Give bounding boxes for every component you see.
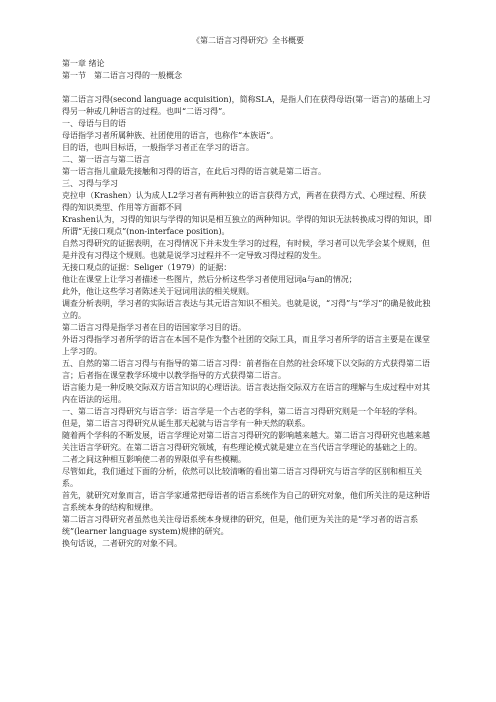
paragraph: 无接口观点的证据：Seliger（1979）的证据： <box>62 263 232 272</box>
paragraph: 他让在课堂上让学习者描述一些图片，然后分析这些学习者使用冠词a与an的情况； <box>62 275 357 284</box>
paragraph: 第一节 第二语言习得的一般概念 <box>62 71 182 80</box>
paragraph: 换句话说，二者研究的对象不同。 <box>62 539 182 548</box>
document-title: 《第二语言习得研究》全书概要 <box>192 36 304 45</box>
paragraph: 二者之间这种相互影响使二者的界限似乎有些模糊。 <box>62 455 246 464</box>
paragraph: 母语指学习者所属种族、社团使用的语言，也称作“本族语”。 <box>62 131 279 140</box>
paragraph: 首先，就研究对象而言，语言学家通常把母语者的语言系统作为自己的研究对象，他们所关注的是这种语言系统本身的结构和规律。 <box>62 491 430 512</box>
paragraph: 三、习得与学习 <box>62 179 118 188</box>
paragraph: 克拉申（Krashen）认为成人L2学习者有两种独立的语言获得方式，两者在获得方式、心理过程、所获得的知识类型、作用等方面都不同 <box>62 191 427 212</box>
paragraph: 但是，第二语言习得研究从诞生那天起就与语言学有一种天然的联系。 <box>62 419 310 428</box>
paragraph: 一、母语与目的语 <box>62 119 126 128</box>
paragraph: 自然习得研究的证据表明，在习得情况下并未发生学习的过程，有时候，学习者可以先学会某个规则，但是并没有习得这个规则。也就是说学习过程并不一定导致习得过程的发生。 <box>62 239 430 260</box>
paragraph: 尽管如此，我们通过下面的分析，依然可以比较清晰的看出第二语言习得研究与语言学的区别和相互关系。 <box>62 467 422 488</box>
paragraph: 二、第一语言与第二语言 <box>62 155 150 164</box>
paragraph: 调查分析表明，学习者的实际语言表达与其元语言知识不相关。也就是说，“习得”与“学习”的确是彼此独立的。 <box>62 299 431 320</box>
paragraph: 语言能力是一种反映交际双方语言知识的心理语法。语言表达指交际双方在语言的理解与生成过程中对其内在语法的运用。 <box>62 383 430 404</box>
paragraph-gap <box>62 82 434 94</box>
paragraph: 此外，他让这些学习者陈述关于冠词用法的相关规则。 <box>62 287 254 296</box>
paragraph: 一、第二语言习得研究与语言学：语言学是一个古老的学科，第二语言习得研究则是一个年轻的学科。 <box>62 407 422 416</box>
document-body <box>62 58 434 550</box>
paragraph: 外语习得指学习者所学的语言在本国不是作为整个社团的交际工具，而且学习者所学的语言主要是在课堂上学习的。 <box>62 335 430 356</box>
paragraph: 目的语，也叫目标语，一般指学习者正在学习的语言。 <box>62 143 254 152</box>
paragraph: 第二语言习得(second language acquisition)，简称SLA，是指人们在获得母语(第一语言)的基础上习得另一种或几种语言的过程。也叫“二语习得”。 <box>62 95 431 116</box>
paragraph: 五、自然的第二语言习得与有指导的第二语言习得：前者指在自然的社会环境下以交际的方式获得第二语言；后者指在课堂教学环境中以教学指导的方式获得第二语言。 <box>62 359 430 380</box>
paragraph: 随着两个学科的不断发展，语言学理论对第二语言习得研究的影响越来越大。第二语言习得研究也越来越关注语言学研究。在第二语言习得研究领域，有些理论模式就是建立在当代语言学理论的基础之上的。 <box>62 431 430 452</box>
paragraph: 第二语言习得是指学习者在目的语国家学习目的语。 <box>62 323 246 332</box>
paragraph: Krashen认为，习得的知识与学得的知识是相互独立的两种知识。学得的知识无法转换成习得的知识，即所谓“无接口观点”(non-interface position)。 <box>62 215 432 236</box>
paragraph: 第一章 绪论 <box>62 59 105 68</box>
paragraph: 第二语言习得研究者虽然也关注母语系统本身规律的研究，但是，他们更为关注的是“学习者的语言系统”(learner language system)规律的研究。 <box>62 515 419 536</box>
paragraph: 第一语言指儿童最先接触和习得的语言，在此后习得的语言就是第二语言。 <box>62 167 326 176</box>
